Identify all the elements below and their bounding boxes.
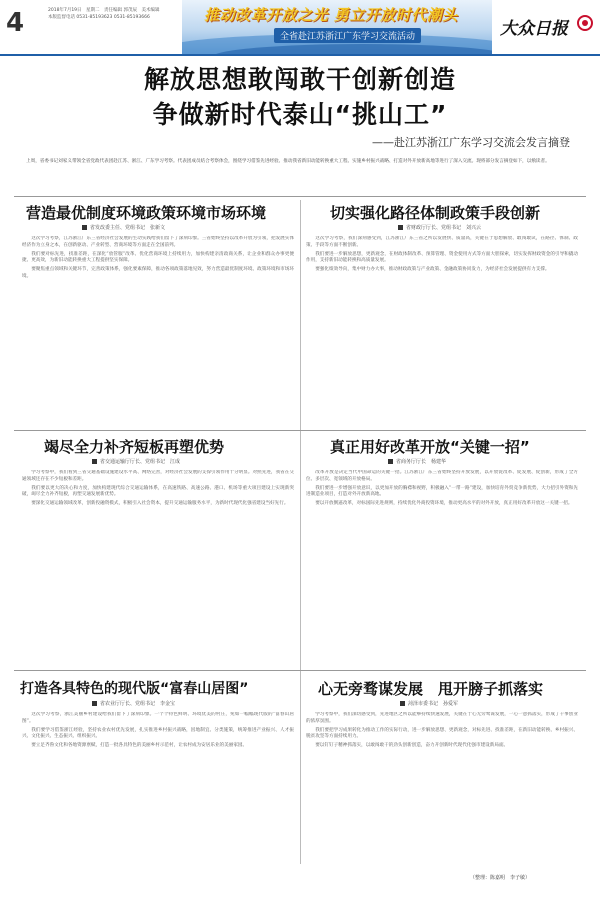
article-byline (92, 458, 180, 465)
byline-text: 省商务厅厅长 杨建华 (396, 459, 447, 465)
article-paragraph: 我们要进一步增强开放意识，以更加开放的胸襟和视野，积极融入“一带一路”建设，加快培育外贸竞争新优势，大力招引外资和先进制造业项目，打造对外开放新高地。 (306, 485, 578, 498)
article-title: 营造最优制度环境政策环境市场环境 (26, 204, 267, 222)
article-byline (82, 224, 165, 231)
article-byline (92, 700, 175, 707)
column-banner (182, 0, 492, 54)
headline-line: 解放思想敢闯敢干创新创造 (143, 65, 456, 94)
byline-marker-icon (400, 701, 405, 706)
byline-text: 省农业厅厅长、党组书记 李金宝 (100, 701, 176, 707)
page-number: 4 (6, 8, 25, 38)
byline-marker-icon (398, 225, 403, 230)
article-title: 心无旁骛谋发展 甩开膀子抓落实 (318, 680, 544, 698)
banner-title: 推动改革开放之光 勇立开放时代潮头 (204, 6, 458, 24)
article-paragraph: 我们要以更大的决心和力度，加快构建现代综合交通运输体系，在高速铁路、高速公路、港口、机场等重大项目建设上实现新突破，竭尽全力补齐短板，再塑交通发展新优势。 (22, 485, 294, 498)
article-paragraph: 我们要把学习成果转化为推动工作的实际行动，进一步解放思想、更新观念，对标先进、找准差距，在新旧动能转换、乡村振兴、脱贫攻坚等方面持续用力。 (306, 727, 578, 740)
article-paragraph: 要强化绩效导向，集中财力办大事，推动财政政策与产业政策、金融政策协同发力，为经济社会发展提供有力支撑。 (315, 267, 550, 273)
article-paragraph: 要以钉钉子精神抓落实，以敢闯敢干的劲头创新创造，奋力开创新时代现代化强市建设新局面。 (315, 743, 509, 749)
banner-subtitle: 全省赴江苏浙江广东学习交流活动 (274, 28, 421, 43)
article-paragraph: 这次学习考察，江苏浙江广东三省经济社会发展的生动实践给我们留下了深刻印象。三省始终坚持以改革开放为引领，把发展实体经济作为立身之本，在创新驱动、产业转型、营商环境等方面走在全国前列。 (22, 236, 294, 248)
article-paragraph: 我们要学习借鉴浙江经验，坚持农业农村优先发展，扎实推进乡村振兴战略，因地制宜、分类施策，统筹推进产业振兴、人才振兴、文化振兴、生态振兴、组织振兴。 (22, 727, 294, 740)
article-byline (398, 224, 481, 231)
byline-text: 省财政厅厅长、党组书记 刘兴云 (406, 225, 482, 231)
article-byline (400, 700, 458, 707)
article-paragraph: 学习考察中，我们深切感受到，先进地区之所以能够持续快速发展，关键在于心无旁骛谋发展，一心一意抓落实，形成了干事创业的浓厚氛围。 (306, 712, 578, 724)
article-paragraph: 要以开放倒逼改革，对标国际先进规则，持续优化外商投资环境，推动更高水平的对外开放，真正用好改革开放这一关键一招。 (315, 501, 573, 507)
byline-marker-icon (92, 459, 97, 464)
newspaper-masthead: 大众日报 (500, 19, 568, 39)
headline-line: 争做新时代泰山“挑山工” (152, 100, 448, 129)
page-header (0, 0, 600, 56)
article-paragraph: 要立足齐鲁文化和各地资源禀赋，打造一批各具特色的美丽乡村示范村，让农村成为安居乐业的美丽家园。 (31, 743, 248, 749)
article-paragraph: 我们要进一步解放思想，更新观念，在财政体制改革、预算管理、资金使用方式等方面大胆探索，切实发挥财政资金的引导和撬动作用，支持新旧动能转换和高质量发展。 (306, 251, 578, 264)
masthead-logo-icon (577, 15, 593, 31)
byline-text: 菏泽市委书记 孙爱军 (408, 701, 459, 707)
article-paragraph: 这次学习考察，浙江美丽乡村建设给我们留下了深刻印象。一个个特色鲜明、环境优美的村庄，宛如一幅幅现代版的“富春山居图”。 (22, 712, 294, 724)
article-byline (388, 458, 446, 465)
article-paragraph: 改革开放是决定当代中国命运的关键一招。江苏浙江广东三省始终坚持开放发展，以开放促改革、促发展、促创新，形成了全方位、多层次、宽领域的开放格局。 (306, 470, 578, 482)
section-divider (14, 196, 586, 197)
byline-marker-icon (388, 459, 393, 464)
byline-marker-icon (82, 225, 87, 230)
article-title: 竭尽全力补齐短板再塑优势 (44, 438, 225, 456)
article-title: 切实强化路径体制政策手段创新 (330, 204, 541, 222)
article-body (22, 470, 294, 666)
section-divider (14, 430, 586, 431)
article-paragraph: 学习考察中，我们看到三省交通基础设施建设水平高、网络完善，对经济社会发展的支撑引领作用十分明显。对照先进，我省在交通领域还存在不少短板和差距。 (22, 470, 294, 482)
meta-line: 本版监督电话 0531-85193623 0531-85193666 (48, 14, 150, 20)
editor-credit: （整理：陈嘉明 李子敏） (470, 875, 531, 881)
section-divider (14, 670, 586, 671)
article-body (306, 712, 578, 862)
article-paragraph: 这次学习考察，我们深刻感受到，江苏浙江广东三省之所以发展快、质量高，关键在于思想解放、敢闯敢试，在路径、体制、政策、手段等方面不断创新。 (306, 236, 578, 248)
meta-line: 2018年7月19日 星期二 责任编辑 郭茂辰 美术编辑 (48, 8, 160, 13)
article-title: 真正用好改革开放“关键一招” (330, 438, 530, 456)
page-meta (48, 8, 178, 21)
article-body (22, 712, 294, 862)
headline-subtitle: ——赴江苏浙江广东学习交流会发言摘登 (372, 136, 570, 149)
lead-paragraph: 上周，省委书记刘家义带领全省党政代表团赴江苏、浙江、广东学习考察。代表团成员结合考察体会，围绕学习借鉴先进经验、推动我省新旧动能转换重大工程、实施乡村振兴战略、打造对外开放新高地等进行了深入交流。现将部分发言摘登如下，以飨读者。 (26, 159, 550, 164)
page-headline (0, 62, 600, 132)
article-title: 打造各具特色的现代版“富春山居图” (20, 681, 249, 697)
article-paragraph: 我们要对标先进，找准差距，在深化“放管服”改革、优化营商环境上持续用力，加快构建亲清政商关系，让企业和群众办事更便捷、更高效，为新旧动能转换重大工程提供坚实保障。 (22, 251, 294, 264)
article-body (22, 236, 294, 424)
article-body (306, 236, 578, 424)
byline-text: 省交通运输厅厅长、党组书记 江成 (100, 459, 181, 465)
byline-text: 省发改委主任、党组书记 张新文 (90, 225, 166, 231)
article-paragraph: 要聚焦重点领域和关键环节，完善政策体系，强化要素保障，推动各项政策落地见效，努力营造最优制度环境、政策环境和市场环境。 (22, 267, 294, 279)
byline-marker-icon (92, 701, 97, 706)
column-divider (300, 200, 301, 864)
article-body (306, 470, 578, 666)
article-paragraph: 要深化交通运输领域改革，创新投融资模式，积极引入社会资本，提升交通运输服务水平，为新时代现代化强省建设当好先行。 (31, 501, 289, 507)
